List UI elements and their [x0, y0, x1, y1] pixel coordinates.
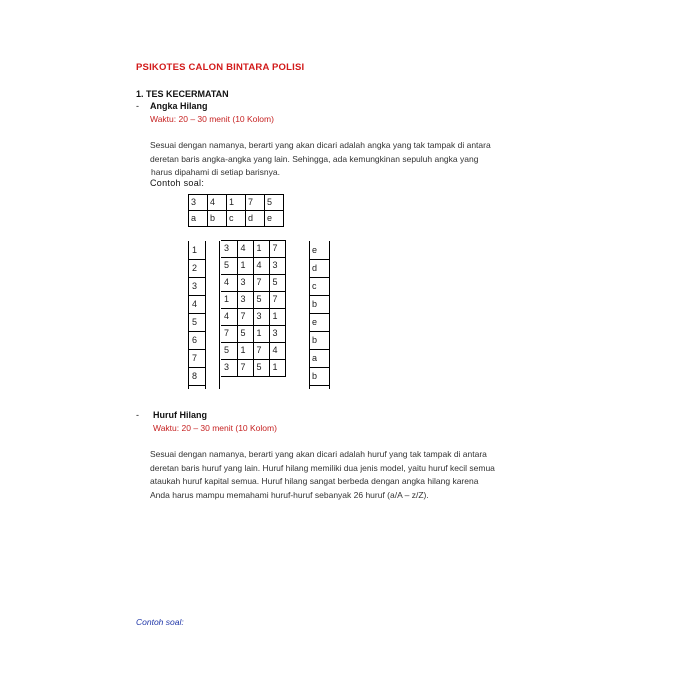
table-row: [221, 292, 285, 309]
table-row: [221, 343, 285, 360]
digit-cell: 7: [269, 292, 285, 309]
row-divider: [309, 367, 329, 368]
table-row: [221, 309, 285, 326]
digit-cell: 7: [253, 343, 269, 360]
table-row: [221, 275, 285, 292]
row-divider: [309, 331, 329, 332]
question-number: 6: [192, 335, 198, 345]
paragraph-line: deretan baris angka-angka yang lain. Sehingga, ada kemungkinan sepuluh angka yang: [150, 153, 479, 164]
digit-cell: 4: [237, 241, 253, 258]
digit-cell: 7: [237, 309, 253, 326]
answer-letter: c: [312, 281, 317, 291]
description-paragraph: [150, 448, 550, 502]
paragraph-line: Sesuai dengan namanya, berarti yang akan dicari adalah huruf yang tak tampak di antara: [150, 449, 487, 459]
table-row: [221, 360, 285, 377]
digit-cell: 4: [221, 309, 237, 326]
row-divider: [188, 259, 206, 260]
row-divider: [309, 259, 329, 260]
digit-cell: 5: [221, 258, 237, 275]
page-title: PSIKOTES CALON BINTARA POLISI: [136, 62, 305, 73]
digit-cell: 3: [237, 292, 253, 309]
question-number: 1: [192, 245, 198, 255]
key-number-cell: 5: [265, 195, 284, 211]
row-divider: [309, 295, 329, 296]
answer-letter: d: [312, 263, 318, 273]
digit-cell: 1: [237, 258, 253, 275]
digit-cell: 3: [269, 326, 285, 343]
digit-cell: 1: [237, 343, 253, 360]
digit-cell: 4: [253, 258, 269, 275]
row-divider: [188, 349, 206, 350]
bullet-dash: -: [136, 410, 139, 420]
digit-cell: 1: [221, 292, 237, 309]
row-divider: [188, 277, 206, 278]
paragraph-line: ataukah huruf kapital semua. Huruf hilang sangat berbeda dengan angka hilang karena: [150, 476, 479, 486]
key-number-cell: 7: [246, 195, 265, 211]
paragraph-line: deretan baris huruf yang lain. Huruf hilang memiliki dua jenis model, yaitu huruf kecil semua: [150, 462, 495, 473]
answer-letter: a: [312, 353, 318, 363]
digit-cell: 7: [253, 275, 269, 292]
key-letter-cell: b: [208, 211, 227, 227]
subheading-huruf-hilang: Huruf Hilang: [153, 410, 207, 420]
bullet-dash: -: [136, 101, 139, 111]
key-letter-cell: c: [227, 211, 246, 227]
key-number-cell: 4: [208, 195, 227, 211]
key-letter-cell: d: [246, 211, 265, 227]
question-number: 4: [192, 299, 198, 309]
key-letter-cell: e: [265, 211, 284, 227]
key-number-cell: 3: [189, 195, 208, 211]
answer-letter: e: [312, 317, 318, 327]
row-divider: [188, 313, 206, 314]
example-label: Contoh soal:: [150, 178, 205, 188]
digit-cell: 7: [237, 360, 253, 377]
answer-letter: b: [312, 299, 318, 309]
question-number: 7: [192, 353, 198, 363]
subheading-angka-hilang: Angka Hilang: [150, 101, 208, 111]
table-row: [221, 326, 285, 343]
section-heading: 1. TES KECERMATAN: [136, 89, 229, 99]
paragraph-line: harus dipahami di setiap barisnya.: [151, 167, 280, 177]
row-divider: [309, 385, 329, 386]
digit-cell: 7: [269, 241, 285, 258]
digit-cell: 1: [269, 360, 285, 377]
key-letters-row: [189, 211, 284, 227]
digit-cell: 5: [269, 275, 285, 292]
digit-cell: 1: [253, 241, 269, 258]
digit-cell: 3: [237, 275, 253, 292]
digit-cell: 1: [253, 326, 269, 343]
key-numbers-row: [189, 195, 284, 211]
key-number-cell: 1: [227, 195, 246, 211]
digit-cell: 5: [253, 360, 269, 377]
answer-letter: b: [312, 335, 318, 345]
digit-cell: 3: [269, 258, 285, 275]
digits-table: [221, 240, 286, 377]
row-divider: [188, 367, 206, 368]
table-row: [221, 241, 285, 258]
digit-cell: 4: [221, 275, 237, 292]
row-divider: [188, 295, 206, 296]
digit-cell: 3: [253, 309, 269, 326]
key-letter-cell: a: [189, 211, 208, 227]
question-number: 3: [192, 281, 198, 291]
row-divider: [188, 331, 206, 332]
row-divider: [309, 349, 329, 350]
digit-cell: 5: [237, 326, 253, 343]
digit-cell: 3: [221, 360, 237, 377]
answer-letter: e: [312, 245, 318, 255]
paragraph-line: Anda harus mampu memahami huruf-huruf sebanyak 26 huruf (a/A – z/Z).: [150, 489, 429, 500]
row-divider: [188, 385, 206, 386]
digit-cell: 5: [221, 343, 237, 360]
description-paragraph: [150, 139, 550, 180]
question-number: 8: [192, 371, 198, 381]
digit-cell: 7: [221, 326, 237, 343]
answer-letter: b: [312, 371, 318, 381]
example-label: Contoh soal:: [136, 617, 184, 627]
question-number: 2: [192, 263, 198, 273]
question-number: 5: [192, 317, 198, 327]
digits-column-border: [219, 241, 220, 389]
answer-column-border: [329, 241, 330, 389]
digit-cell: 4: [269, 343, 285, 360]
paragraph-line: Sesuai dengan namanya, berarti yang akan dicari adalah angka yang tak tampak di antara: [150, 140, 491, 150]
key-table: [188, 194, 284, 227]
digit-cell: 3: [221, 241, 237, 258]
table-row: [221, 258, 285, 275]
row-divider: [309, 277, 329, 278]
time-note: Waktu: 20 – 30 menit (10 Kolom): [150, 114, 274, 124]
digit-cell: 5: [253, 292, 269, 309]
row-divider: [309, 313, 329, 314]
time-note: Waktu: 20 – 30 menit (10 Kolom): [153, 423, 277, 433]
digit-cell: 1: [269, 309, 285, 326]
